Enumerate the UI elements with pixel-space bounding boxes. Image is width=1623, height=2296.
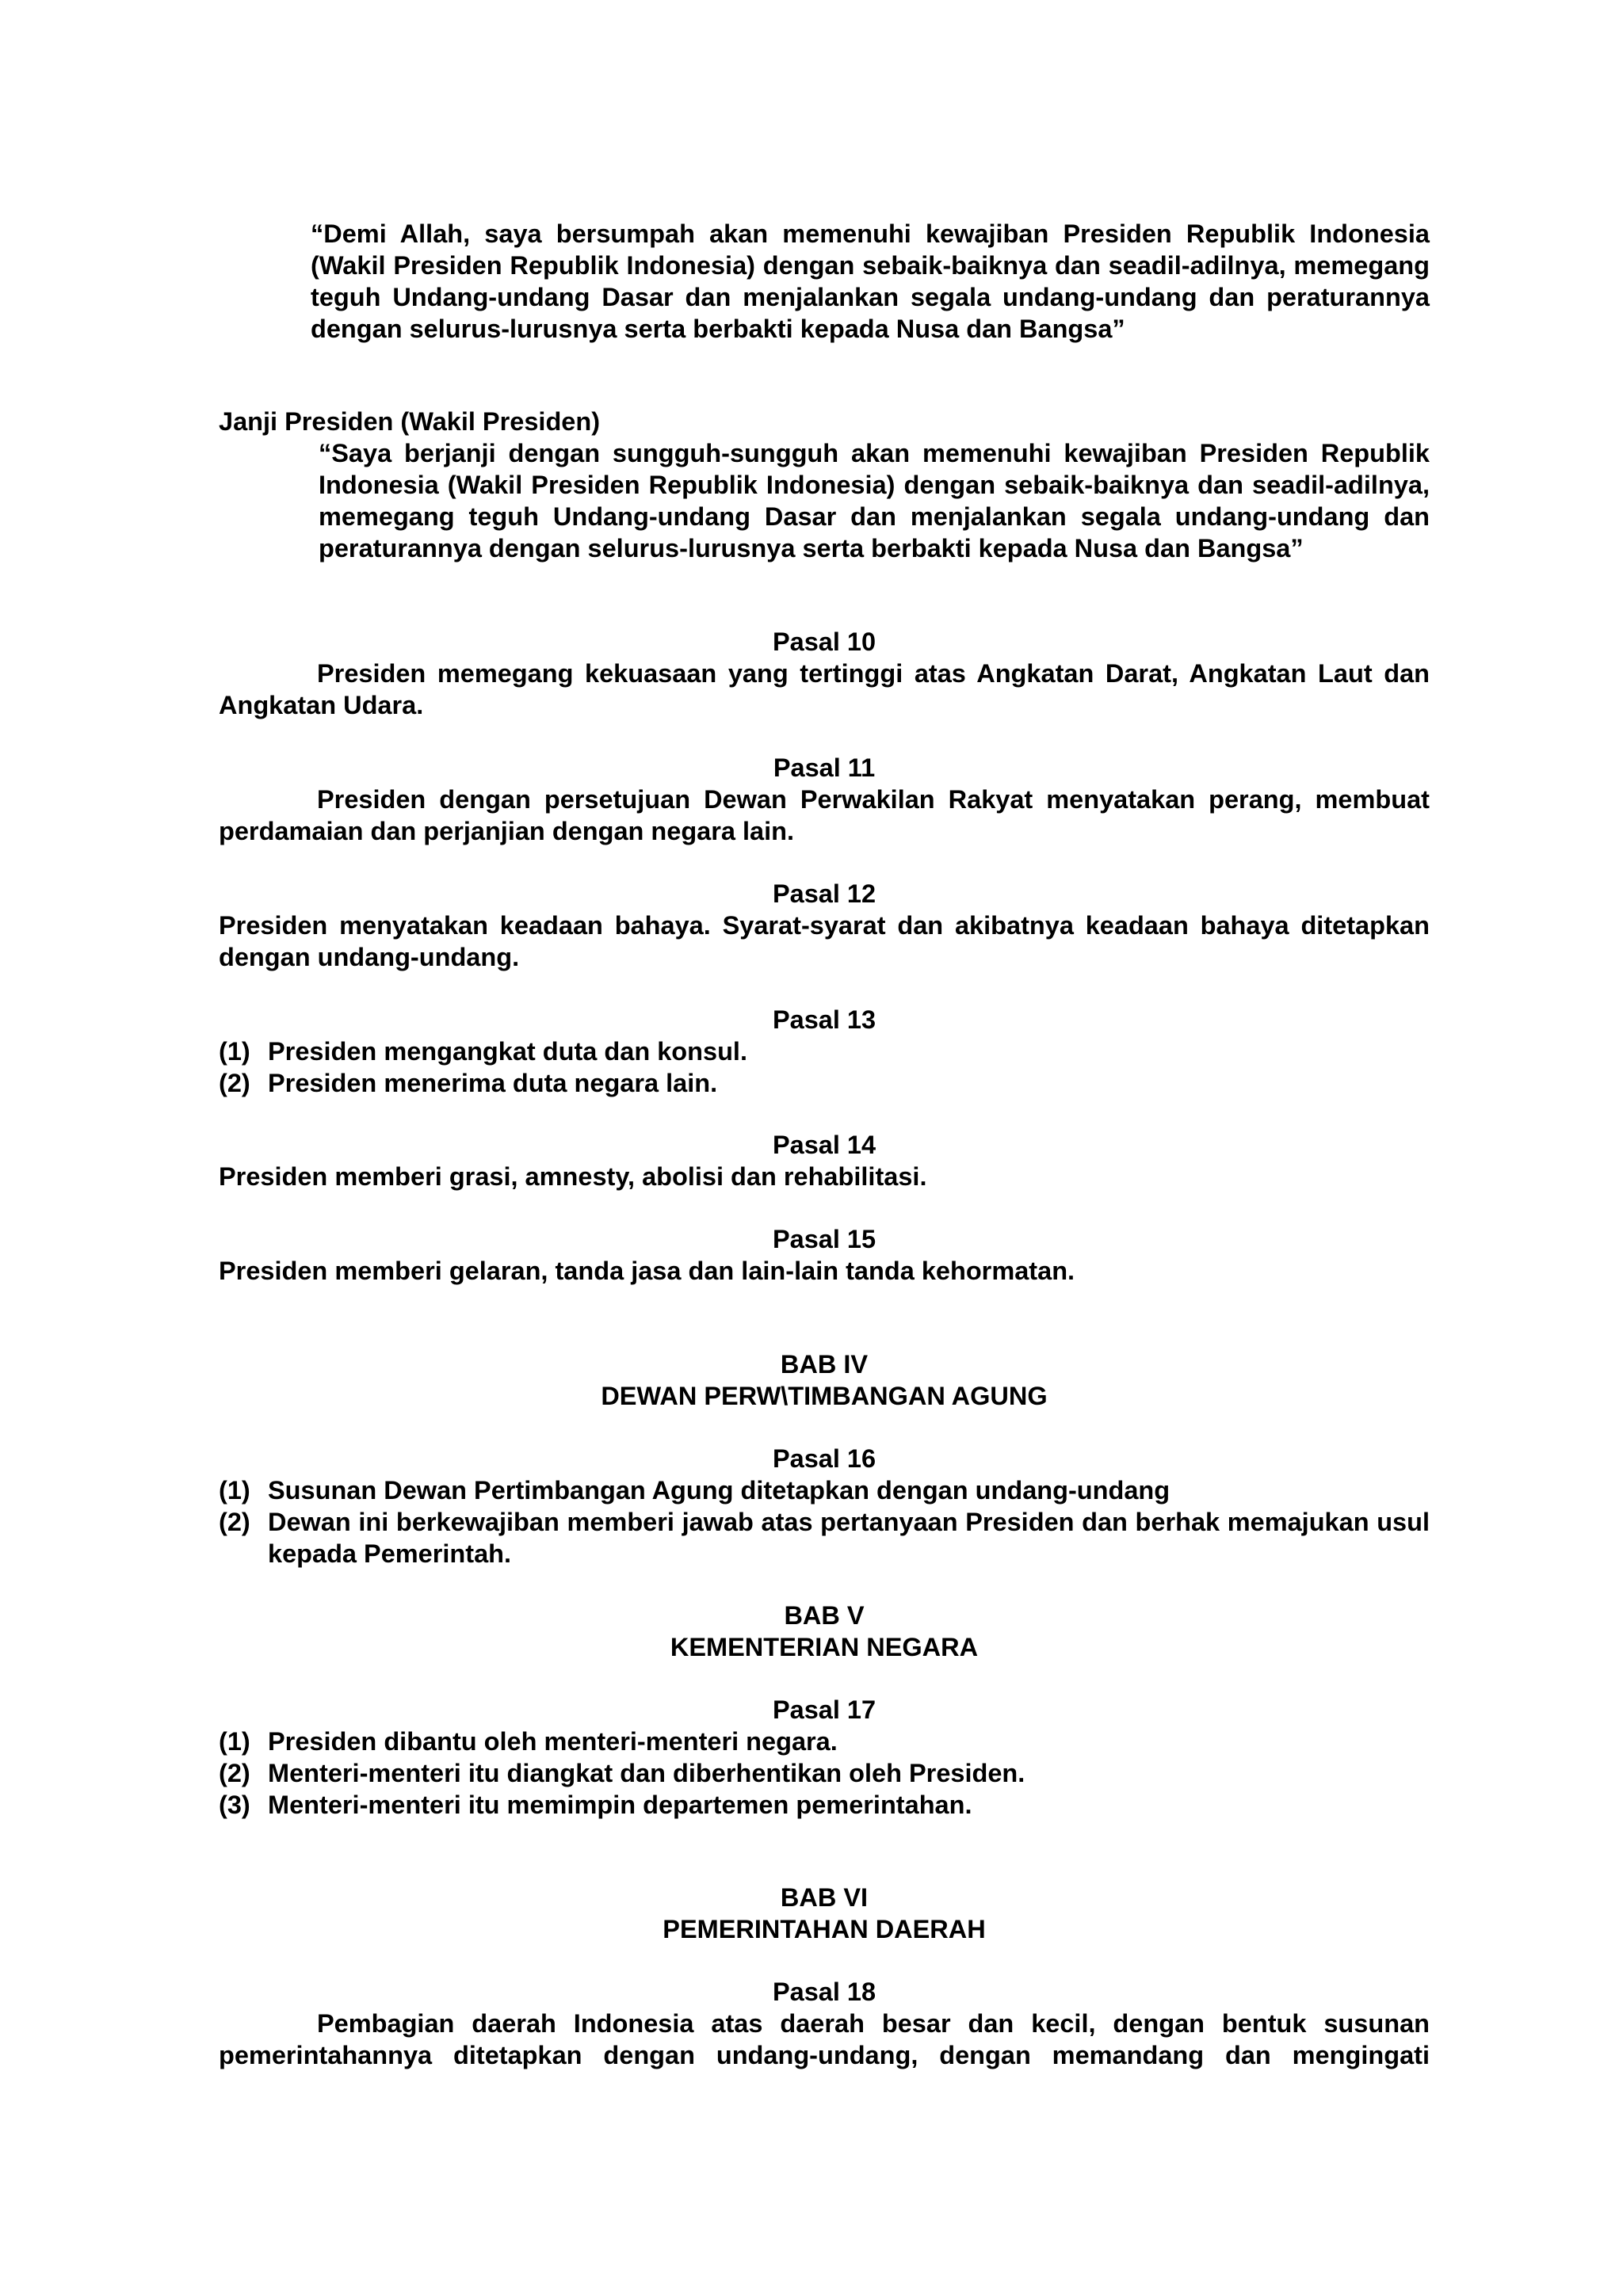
janji-heading: Janji Presiden (Wakil Presiden) [219, 407, 601, 436]
pasal-16-item-2 [219, 1506, 1430, 1569]
pasal-13-item-1 [219, 1035, 1430, 1067]
item-text: Dewan ini berkewajiban memberi jawab atas pertanyaan Presiden dan berhak memajukan usul kepada Pemerintah. [268, 1508, 1430, 1568]
pasal-17-item-1 [219, 1726, 1430, 1757]
pasal-18-title: Pasal 18 [772, 1978, 876, 2006]
item-text: Susunan Dewan Pertimbangan Agung ditetapkan dengan undang-undang [268, 1476, 1170, 1505]
bab-5-title: KEMENTERIAN NEGARA [670, 1633, 979, 1661]
bab-4-title: DEWAN PERW\TIMBANGAN AGUNG [601, 1382, 1048, 1410]
pasal-12-text: Presiden menyatakan keadaan bahaya. Syarat-syarat dan akibatnya keadaan bahaya ditetapkan dengan undang-undang. [219, 911, 1430, 971]
pasal-10-text: Presiden memegang kekuasaan yang tertinggi atas Angkatan Darat, Angkatan Laut dan Angkatan Udara. [219, 659, 1430, 719]
pasal-13-title: Pasal 13 [772, 1005, 876, 1034]
pasal-11-text: Presiden dengan persetujuan Dewan Perwakilan Rakyat menyatakan perang, membuat perdamaian dan perjanjian dengan negara lain. [219, 785, 1430, 845]
item-number: (1) [219, 1727, 250, 1756]
pasal-18-text: Pembagian daerah Indonesia atas daerah besar dan kecil, dengan bentuk susunan pemerintahannya ditetapkan dengan undang-undang, dengan memandang dan mengingati [219, 2009, 1430, 2069]
pasal-14-title: Pasal 14 [772, 1131, 876, 1159]
item-text: Menteri-menteri itu memimpin departemen pemerintahan. [268, 1791, 972, 1819]
pasal-15-text: Presiden memberi gelaran, tanda jasa dan lain-lain tanda kehormatan. [219, 1257, 1075, 1285]
pasal-16-title: Pasal 16 [772, 1444, 876, 1473]
pasal-17-title: Pasal 17 [772, 1695, 876, 1724]
pasal-16-item-1 [219, 1474, 1430, 1506]
pasal-17-item-3 [219, 1789, 1430, 1821]
item-text: Presiden dibantu oleh menteri-menteri negara. [268, 1727, 838, 1756]
pasal-12-title: Pasal 12 [772, 879, 876, 908]
pasal-15-title: Pasal 15 [772, 1225, 876, 1253]
item-number: (2) [219, 1508, 250, 1536]
item-text: Presiden mengangkat duta dan konsul. [268, 1037, 747, 1066]
janji-quote: “Saya berjanji dengan sungguh-sungguh akan memenuhi kewajiban Presiden Republik Indonesia (Wakil Presiden Republik Indonesia) dengan sebaik-baiknya dan seadil-adilnya, memegang teguh Undang-undang Dasar dan menjalankan segala undang-undang dan peraturannya dengan selurus-lurusnya serta berbakti kepada Nusa dan Bangsa” [319, 439, 1430, 563]
item-text: Presiden menerima duta negara lain. [268, 1069, 718, 1097]
pasal-11-title: Pasal 11 [773, 753, 876, 782]
item-number: (2) [219, 1759, 250, 1787]
bab-6-label: BAB VI [780, 1883, 869, 1912]
item-number: (3) [219, 1791, 250, 1819]
pasal-17-item-2 [219, 1757, 1430, 1789]
bab-6-title: PEMERINTAHAN DAERAH [663, 1915, 986, 1943]
pasal-14-text: Presiden memberi grasi, amnesty, abolisi dan rehabilitasi. [219, 1162, 927, 1191]
item-number: (1) [219, 1037, 250, 1066]
pasal-13-item-2 [219, 1067, 1430, 1099]
item-text: Menteri-menteri itu diangkat dan diberhentikan oleh Presiden. [268, 1759, 1025, 1787]
sumpah-quote: “Demi Allah, saya bersumpah akan memenuhi kewajiban Presiden Republik Indonesia (Wakil Presiden Republik Indonesia) dengan sebaik-baiknya dan seadil-adilnya, memegang teguh Undang-undang Dasar dan menjalankan segala undang-undang dan peraturannya dengan selurus-lurusnya serta berbakti kepada Nusa dan Bangsa” [311, 219, 1430, 343]
bab-4-label: BAB IV [780, 1350, 869, 1379]
pasal-10-title: Pasal 10 [772, 627, 876, 656]
item-number: (1) [219, 1476, 250, 1505]
item-number: (2) [219, 1069, 250, 1097]
bab-5-label: BAB V [784, 1601, 865, 1630]
